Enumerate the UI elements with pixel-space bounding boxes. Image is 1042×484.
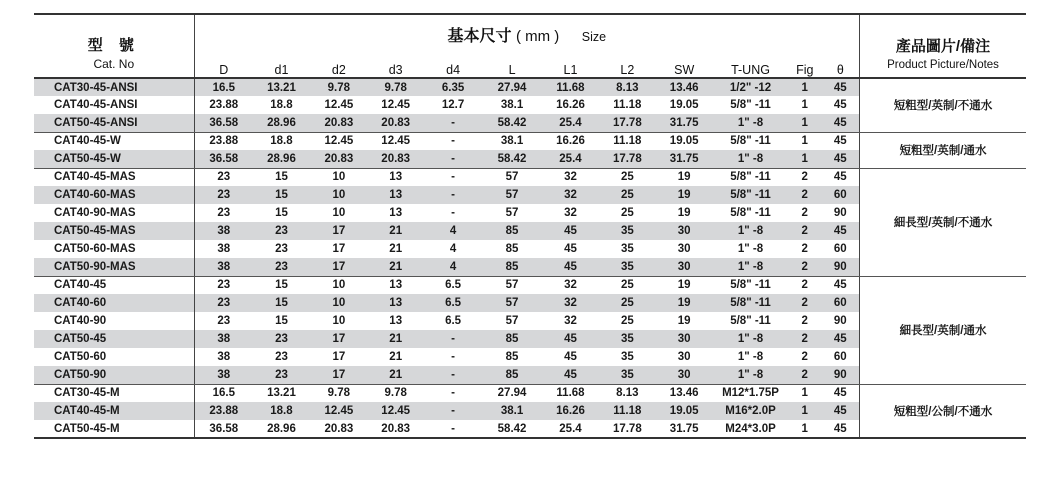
- value-cell: 8.13: [616, 387, 639, 400]
- value-cell: 1: [801, 99, 808, 111]
- value-cell: 57: [483, 294, 542, 312]
- value-cell: 20.83: [310, 420, 368, 438]
- value-cell: 85: [483, 258, 542, 276]
- cat-no-cell: CAT40-90: [34, 312, 194, 330]
- value-cell: 45: [542, 222, 600, 240]
- value-cell: 2: [788, 258, 822, 276]
- value-cell: 25: [620, 315, 634, 327]
- value-cell: 15: [275, 279, 288, 292]
- value-cell: 5/8" -11: [730, 279, 771, 292]
- value-cell: 60: [833, 243, 847, 255]
- value-cell: 2: [801, 207, 808, 219]
- value-cell: -: [424, 366, 483, 384]
- value-cell: 2: [788, 294, 822, 312]
- value-cell: 16.26: [556, 99, 585, 111]
- value-cell: 13: [368, 294, 424, 312]
- value-cell: 25.4: [542, 150, 600, 168]
- value-cell: 25: [620, 171, 634, 184]
- value-cell: 12.45: [381, 135, 411, 148]
- table-row: [34, 276, 1026, 294]
- value-cell: 15: [253, 294, 310, 312]
- value-cell: 58.42: [483, 420, 542, 438]
- product-note: 短粗型/英制/通水: [860, 132, 1026, 168]
- value-cell: 13: [389, 279, 403, 292]
- value-cell: 1" -8: [713, 150, 788, 168]
- value-cell: 45: [833, 135, 847, 148]
- value-cell: 45: [542, 258, 600, 276]
- value-cell: 19.05: [669, 99, 699, 111]
- value-cell: 2: [801, 171, 808, 184]
- cat-no-cell: CAT40-60-MAS: [34, 186, 194, 204]
- table-row: [34, 168, 1026, 186]
- column-header: T-UNG: [713, 46, 788, 78]
- value-cell: 32: [564, 315, 577, 327]
- value-cell: 90: [833, 207, 847, 219]
- value-cell: 32: [564, 279, 577, 292]
- value-cell: 35: [599, 222, 655, 240]
- value-cell: 23: [217, 207, 231, 219]
- value-cell: 30: [655, 258, 713, 276]
- value-cell: 21: [368, 222, 424, 240]
- value-cell: 45: [822, 330, 860, 348]
- value-cell: 90: [833, 315, 847, 327]
- value-cell: 57: [505, 315, 519, 327]
- value-cell: 27.94: [497, 387, 527, 400]
- value-cell: 36.58: [194, 114, 253, 132]
- value-cell: -: [451, 207, 455, 219]
- cat-no-cell: CAT50-90-MAS: [34, 258, 194, 276]
- value-cell: 45: [822, 150, 860, 168]
- value-cell: 57: [505, 207, 519, 219]
- value-cell: 38: [217, 351, 231, 363]
- value-cell: -: [451, 351, 455, 363]
- value-cell: 18.8: [253, 402, 310, 420]
- value-cell: -: [424, 114, 483, 132]
- value-cell: 15: [275, 315, 288, 327]
- value-cell: 30: [655, 366, 713, 384]
- value-cell: 60: [822, 186, 860, 204]
- value-cell: -: [451, 387, 455, 400]
- value-cell: 17.78: [599, 114, 655, 132]
- value-cell: 20.83: [310, 150, 368, 168]
- value-cell: 6.5: [445, 315, 462, 327]
- value-cell: 30: [655, 330, 713, 348]
- value-cell: -: [424, 420, 483, 438]
- column-header: SW: [655, 46, 713, 78]
- value-cell: 19: [677, 315, 691, 327]
- value-cell: 17: [332, 351, 346, 363]
- value-cell: -: [424, 150, 483, 168]
- value-cell: 11.68: [542, 78, 600, 96]
- value-cell: 58.42: [483, 114, 542, 132]
- value-cell: 45: [822, 78, 860, 96]
- value-cell: -: [424, 186, 483, 204]
- cat-no-cell: CAT50-45-MAS: [34, 222, 194, 240]
- value-cell: 31.75: [655, 114, 713, 132]
- value-cell: -: [451, 135, 455, 148]
- value-cell: 25: [620, 279, 634, 292]
- column-header: d2: [310, 46, 368, 78]
- value-cell: 17: [310, 366, 368, 384]
- value-cell: 13: [389, 171, 403, 184]
- value-cell: 23: [253, 258, 310, 276]
- value-cell: 17: [310, 330, 368, 348]
- value-cell: 5/8" -11: [713, 294, 788, 312]
- value-cell: 19: [677, 207, 691, 219]
- value-cell: 10: [332, 315, 346, 327]
- value-cell: 12.45: [381, 99, 411, 111]
- value-cell: 2: [801, 315, 808, 327]
- value-cell: 20.83: [368, 420, 424, 438]
- value-cell: 6.5: [445, 279, 462, 292]
- value-cell: 28.96: [253, 150, 310, 168]
- value-cell: 23: [217, 315, 231, 327]
- cat-no-cell: CAT40-45: [34, 276, 194, 294]
- value-cell: 2: [788, 186, 822, 204]
- value-cell: 21: [389, 351, 403, 363]
- value-cell: 12.45: [310, 402, 368, 420]
- value-cell: 5/8" -11: [730, 99, 771, 111]
- value-cell: 2: [788, 330, 822, 348]
- column-header: D: [194, 46, 253, 78]
- value-cell: 1" -8: [713, 258, 788, 276]
- value-cell: 16.5: [194, 78, 253, 96]
- value-cell: 5/8" -11: [730, 135, 771, 148]
- value-cell: 1" -8: [713, 330, 788, 348]
- value-cell: 90: [822, 258, 860, 276]
- value-cell: 16.26: [542, 402, 600, 420]
- value-cell: 15: [253, 186, 310, 204]
- value-cell: 32: [542, 294, 600, 312]
- spec-table: [34, 13, 1026, 439]
- dimensions-unit: ( mm ): [515, 28, 560, 45]
- dimensions-size-label: Size: [581, 30, 607, 44]
- value-cell: 20.83: [310, 114, 368, 132]
- value-cell: 15: [275, 171, 288, 184]
- value-cell: 23.88: [194, 402, 253, 420]
- value-cell: 19: [677, 279, 691, 292]
- column-header: L2: [599, 46, 655, 78]
- value-cell: 17: [310, 222, 368, 240]
- cat-no-cell: CAT40-45-W: [34, 132, 194, 150]
- value-cell: 30: [655, 222, 713, 240]
- value-cell: 35: [599, 366, 655, 384]
- value-cell: 23: [217, 171, 231, 184]
- value-cell: 23: [194, 294, 253, 312]
- cat-no-cell: CAT40-45-M: [34, 402, 194, 420]
- value-cell: 13: [368, 186, 424, 204]
- value-cell: -: [424, 402, 483, 420]
- table-row: [34, 78, 1026, 96]
- cat-no-cell: CAT50-60-MAS: [34, 240, 194, 258]
- notes-header: [860, 14, 1026, 78]
- value-cell: 19: [655, 294, 713, 312]
- value-cell: 13.21: [267, 387, 296, 400]
- value-cell: 12.7: [441, 99, 465, 111]
- cat-no-header-en: Cat. No: [93, 56, 135, 71]
- value-cell: 23: [217, 279, 231, 292]
- value-cell: 38: [217, 243, 231, 255]
- value-cell: 45: [822, 420, 860, 438]
- value-cell: 85: [483, 366, 542, 384]
- value-cell: 36.58: [194, 420, 253, 438]
- value-cell: 18.8: [270, 135, 293, 148]
- value-cell: 85: [483, 330, 542, 348]
- value-cell: 2: [801, 243, 808, 255]
- notes-header-en: Product Picture/Notes: [887, 59, 999, 71]
- spec-table-body: [34, 78, 1026, 438]
- value-cell: 2: [801, 351, 808, 363]
- value-cell: 1" -8: [737, 351, 764, 363]
- value-cell: 45: [564, 351, 577, 363]
- value-cell: 13.46: [669, 387, 699, 400]
- value-cell: 13.21: [253, 78, 310, 96]
- value-cell: 21: [368, 366, 424, 384]
- value-cell: 2: [788, 366, 822, 384]
- value-cell: 45: [822, 402, 860, 420]
- value-cell: 45: [542, 330, 600, 348]
- value-cell: 13.46: [655, 78, 713, 96]
- value-cell: 1/2" -12: [713, 78, 788, 96]
- value-cell: 32: [564, 171, 577, 184]
- value-cell: 38.1: [483, 402, 542, 420]
- value-cell: 38.1: [500, 135, 524, 148]
- cat-no-cell: CAT50-45-ANSI: [34, 114, 194, 132]
- value-cell: 6.35: [424, 78, 483, 96]
- value-cell: 28.96: [253, 114, 310, 132]
- value-cell: 19: [655, 186, 713, 204]
- column-header: d4: [424, 46, 483, 78]
- value-cell: 1: [788, 402, 822, 420]
- table-row: [34, 384, 1026, 402]
- value-cell: 17.78: [599, 150, 655, 168]
- value-cell: 19: [677, 171, 691, 184]
- dimensions-header: [194, 14, 859, 46]
- value-cell: 12.45: [324, 99, 354, 111]
- value-cell: 20.83: [368, 150, 424, 168]
- value-cell: 9.78: [327, 387, 351, 400]
- value-cell: 23: [253, 366, 310, 384]
- value-cell: 4: [424, 222, 483, 240]
- column-header: θ: [822, 46, 860, 78]
- cat-no-cell: CAT50-45: [34, 330, 194, 348]
- column-header: L1: [542, 46, 600, 78]
- value-cell: 8.13: [599, 78, 655, 96]
- value-cell: 1: [801, 135, 808, 148]
- value-cell: 16.26: [556, 135, 585, 148]
- value-cell: 5/8" -11: [730, 315, 771, 327]
- value-cell: 38: [194, 366, 253, 384]
- value-cell: 45: [833, 387, 847, 400]
- value-cell: 45: [833, 171, 847, 184]
- value-cell: 12.45: [368, 402, 424, 420]
- value-cell: 45: [542, 366, 600, 384]
- value-cell: 1: [801, 387, 808, 400]
- value-cell: 23: [253, 330, 310, 348]
- value-cell: M24*3.0P: [713, 420, 788, 438]
- value-cell: 30: [677, 243, 691, 255]
- value-cell: 16.5: [212, 387, 235, 400]
- value-cell: 17: [310, 258, 368, 276]
- value-cell: 23.88: [209, 99, 239, 111]
- value-cell: 25.4: [542, 114, 600, 132]
- value-cell: 32: [564, 207, 577, 219]
- value-cell: 1: [788, 78, 822, 96]
- value-cell: 85: [505, 351, 519, 363]
- value-cell: 1" -8: [713, 222, 788, 240]
- value-cell: 13: [389, 315, 403, 327]
- value-cell: 85: [505, 243, 519, 255]
- value-cell: M12*1.75P: [722, 387, 779, 400]
- value-cell: M16*2.0P: [713, 402, 788, 420]
- value-cell: 20.83: [368, 114, 424, 132]
- value-cell: 60: [833, 351, 847, 363]
- value-cell: 19.05: [669, 135, 699, 148]
- value-cell: 1" -8: [737, 243, 764, 255]
- cat-no-cell: CAT50-45-M: [34, 420, 194, 438]
- value-cell: 12.45: [324, 135, 354, 148]
- value-cell: 35: [599, 258, 655, 276]
- value-cell: 1" -8: [713, 114, 788, 132]
- value-cell: 60: [822, 294, 860, 312]
- value-cell: 57: [505, 279, 519, 292]
- value-cell: 2: [801, 279, 808, 292]
- value-cell: 9.78: [384, 387, 407, 400]
- column-header: d1: [253, 46, 310, 78]
- value-cell: 11.68: [556, 387, 585, 400]
- value-cell: 45: [833, 99, 847, 111]
- value-cell: 4: [449, 243, 457, 255]
- value-cell: 5/8" -11: [730, 207, 771, 219]
- value-cell: 23: [194, 186, 253, 204]
- cat-no-cell: CAT50-60: [34, 348, 194, 366]
- value-cell: 23: [275, 243, 288, 255]
- value-cell: 90: [822, 366, 860, 384]
- value-cell: 25.4: [542, 420, 600, 438]
- value-cell: 1: [788, 150, 822, 168]
- value-cell: 85: [483, 222, 542, 240]
- value-cell: 13: [389, 207, 403, 219]
- value-cell: 10: [332, 279, 346, 292]
- cat-no-cell: CAT50-45-W: [34, 150, 194, 168]
- value-cell: 27.94: [483, 78, 542, 96]
- value-cell: 32: [542, 186, 600, 204]
- value-cell: -: [424, 330, 483, 348]
- value-cell: 35: [620, 243, 634, 255]
- value-cell: 45: [822, 222, 860, 240]
- value-cell: 11.18: [613, 135, 642, 148]
- value-cell: 15: [275, 207, 288, 219]
- value-cell: 2: [788, 222, 822, 240]
- value-cell: 5/8" -11: [730, 171, 771, 184]
- value-cell: 36.58: [194, 150, 253, 168]
- value-cell: 31.75: [655, 420, 713, 438]
- value-cell: 45: [822, 114, 860, 132]
- column-header: Fig: [788, 46, 822, 78]
- value-cell: 57: [505, 171, 519, 184]
- value-cell: 21: [368, 330, 424, 348]
- cat-no-cell: CAT30-45-M: [34, 384, 194, 402]
- product-note: 短粗型/英制/不通水: [860, 78, 1026, 132]
- value-cell: 9.78: [310, 78, 368, 96]
- value-cell: 25: [599, 294, 655, 312]
- value-cell: 58.42: [483, 150, 542, 168]
- column-header: L: [483, 46, 542, 78]
- column-header: d3: [368, 46, 424, 78]
- value-cell: 23.88: [209, 135, 239, 148]
- cat-no-cell: CAT40-60: [34, 294, 194, 312]
- value-cell: -: [451, 171, 455, 184]
- value-cell: 21: [389, 243, 403, 255]
- value-cell: 23: [275, 351, 288, 363]
- value-cell: 1" -8: [713, 366, 788, 384]
- cat-no-cell: CAT40-45-MAS: [34, 168, 194, 186]
- product-note: 細長型/英制/不通水: [860, 168, 1026, 276]
- value-cell: 9.78: [368, 78, 424, 96]
- value-cell: 17: [332, 243, 346, 255]
- cat-no-cell: CAT40-45-ANSI: [34, 96, 194, 114]
- value-cell: 1: [788, 114, 822, 132]
- value-cell: 21: [368, 258, 424, 276]
- value-cell: 25: [599, 186, 655, 204]
- value-cell: 35: [599, 330, 655, 348]
- cat-no-header: [34, 14, 194, 78]
- value-cell: 18.8: [270, 99, 293, 111]
- value-cell: 45: [833, 279, 847, 292]
- value-cell: 6.5: [424, 294, 483, 312]
- value-cell: 10: [332, 207, 346, 219]
- cat-no-cell: CAT40-90-MAS: [34, 204, 194, 222]
- value-cell: 23: [253, 222, 310, 240]
- value-cell: 30: [677, 351, 691, 363]
- value-cell: 38: [194, 222, 253, 240]
- value-cell: 1: [788, 420, 822, 438]
- product-note: 細長型/英制/通水: [860, 276, 1026, 384]
- cat-no-cell: CAT50-90: [34, 366, 194, 384]
- value-cell: 35: [620, 351, 634, 363]
- value-cell: 19.05: [655, 402, 713, 420]
- notes-header-zh: 產品圖片/備注: [895, 38, 991, 55]
- value-cell: 38: [194, 330, 253, 348]
- cat-no-header-zh: 型 號: [87, 36, 140, 54]
- value-cell: 4: [424, 258, 483, 276]
- value-cell: 57: [483, 186, 542, 204]
- value-cell: 10: [332, 171, 346, 184]
- value-cell: 45: [564, 243, 577, 255]
- value-cell: 11.18: [599, 402, 655, 420]
- value-cell: 10: [310, 294, 368, 312]
- cat-no-cell: CAT30-45-ANSI: [34, 78, 194, 96]
- value-cell: 10: [310, 186, 368, 204]
- dimensions-title: 基本尺寸: [447, 28, 512, 45]
- value-cell: 25: [620, 207, 634, 219]
- value-cell: 11.18: [613, 99, 642, 111]
- product-note: 短粗型/公制/不通水: [860, 384, 1026, 438]
- value-cell: 38: [194, 258, 253, 276]
- value-cell: 5/8" -11: [713, 186, 788, 204]
- value-cell: 17.78: [599, 420, 655, 438]
- value-cell: 28.96: [253, 420, 310, 438]
- table-row: [34, 132, 1026, 150]
- value-cell: 38.1: [500, 99, 524, 111]
- value-cell: 31.75: [655, 150, 713, 168]
